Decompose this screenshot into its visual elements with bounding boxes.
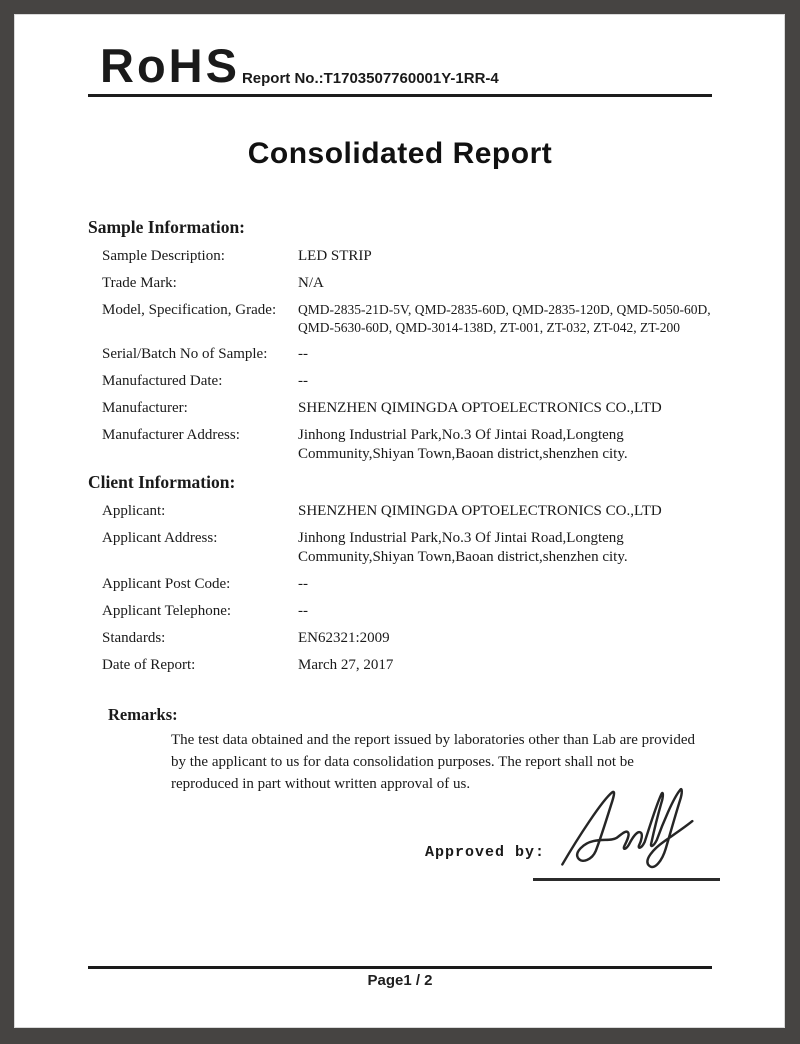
field-label: Manufactured Date: [102,372,223,389]
table-row [88,529,712,567]
approved-by-label: Approved by: [425,844,546,861]
field-label: Applicant: [102,502,166,519]
section-heading-sample: Sample Information: [88,216,246,237]
signature [554,780,724,880]
field-value: SHENZHEN QIMINGDA OPTOELECTRONICS CO.,LTD [298,399,662,416]
field-value: Jinhong Industrial Park,No.3 Of Jintai Road,Longteng Community,Shiyan Town,Baoan district,shenzhen city. [298,529,628,565]
field-value: QMD-2835-21D-5V, QMD-2835-60D, QMD-2835-120D, QMD-5050-60D, QMD-5630-60D, QMD-3014-138D, ZT-001, ZT-032, ZT-042, ZT-200 [298,301,711,335]
table-row [88,301,712,337]
field-value: LED STRIP [298,247,372,264]
table-row [88,502,712,521]
field-label: Standards: [102,629,166,646]
field-value: -- [298,372,308,389]
field-value: SHENZHEN QIMINGDA OPTOELECTRONICS CO.,LTD [298,502,662,519]
field-value: N/A [298,274,324,291]
field-label: Manufacturer: [102,399,188,416]
table-row [88,575,712,594]
field-label: Trade Mark: [102,274,177,291]
field-label: Serial/Batch No of Sample: [102,345,268,362]
signature-line [533,878,720,881]
field-value: -- [298,345,308,362]
table-row [88,602,712,621]
field-label: Manufacturer Address: [102,426,240,443]
table-row [88,372,712,391]
andy-signature-graphic [554,780,724,880]
page-indicator: Page1 / 2 [367,972,433,989]
field-value: EN62321:2009 [298,629,390,646]
table-row [88,345,712,364]
field-label: Date of Report: [102,656,196,673]
table-row [88,656,712,675]
rohs-logo: RoHS [100,39,240,92]
field-value: March 27, 2017 [298,656,394,673]
table-row [88,629,712,648]
field-label: Applicant Telephone: [102,602,232,619]
remarks-heading: Remarks: [108,704,178,724]
report-header [88,39,712,97]
field-label: Sample Description: [102,247,225,264]
table-row [88,399,712,418]
table-row [88,274,712,293]
report-page [14,14,785,1028]
report-content [14,14,785,795]
field-label: Applicant Post Code: [102,575,231,592]
report-footer [88,966,712,990]
section-heading-client: Client Information: [88,471,236,492]
table-row [88,426,712,464]
field-label: Model, Specification, Grade: [102,301,277,318]
report-number: Report No.:T1703507760001Y-1RR-4 [241,69,499,87]
field-value: Jinhong Industrial Park,No.3 Of Jintai Road,Longteng Community,Shiyan Town,Baoan district,shenzhen city. [298,426,628,462]
field-value: -- [298,575,308,592]
field-label: Applicant Address: [102,529,218,546]
field-value: -- [298,602,308,619]
table-row [88,247,712,266]
page-title: Consolidated Report [247,136,553,170]
remarks-text: The test data obtained and the report issued by laboratories other than Lab are provided by the applicant to us for data consolidation purposes. The report shall not be reproduced in part without written approval of us. [171,731,695,792]
sample-information-section [88,217,712,464]
client-information-section [88,472,712,675]
